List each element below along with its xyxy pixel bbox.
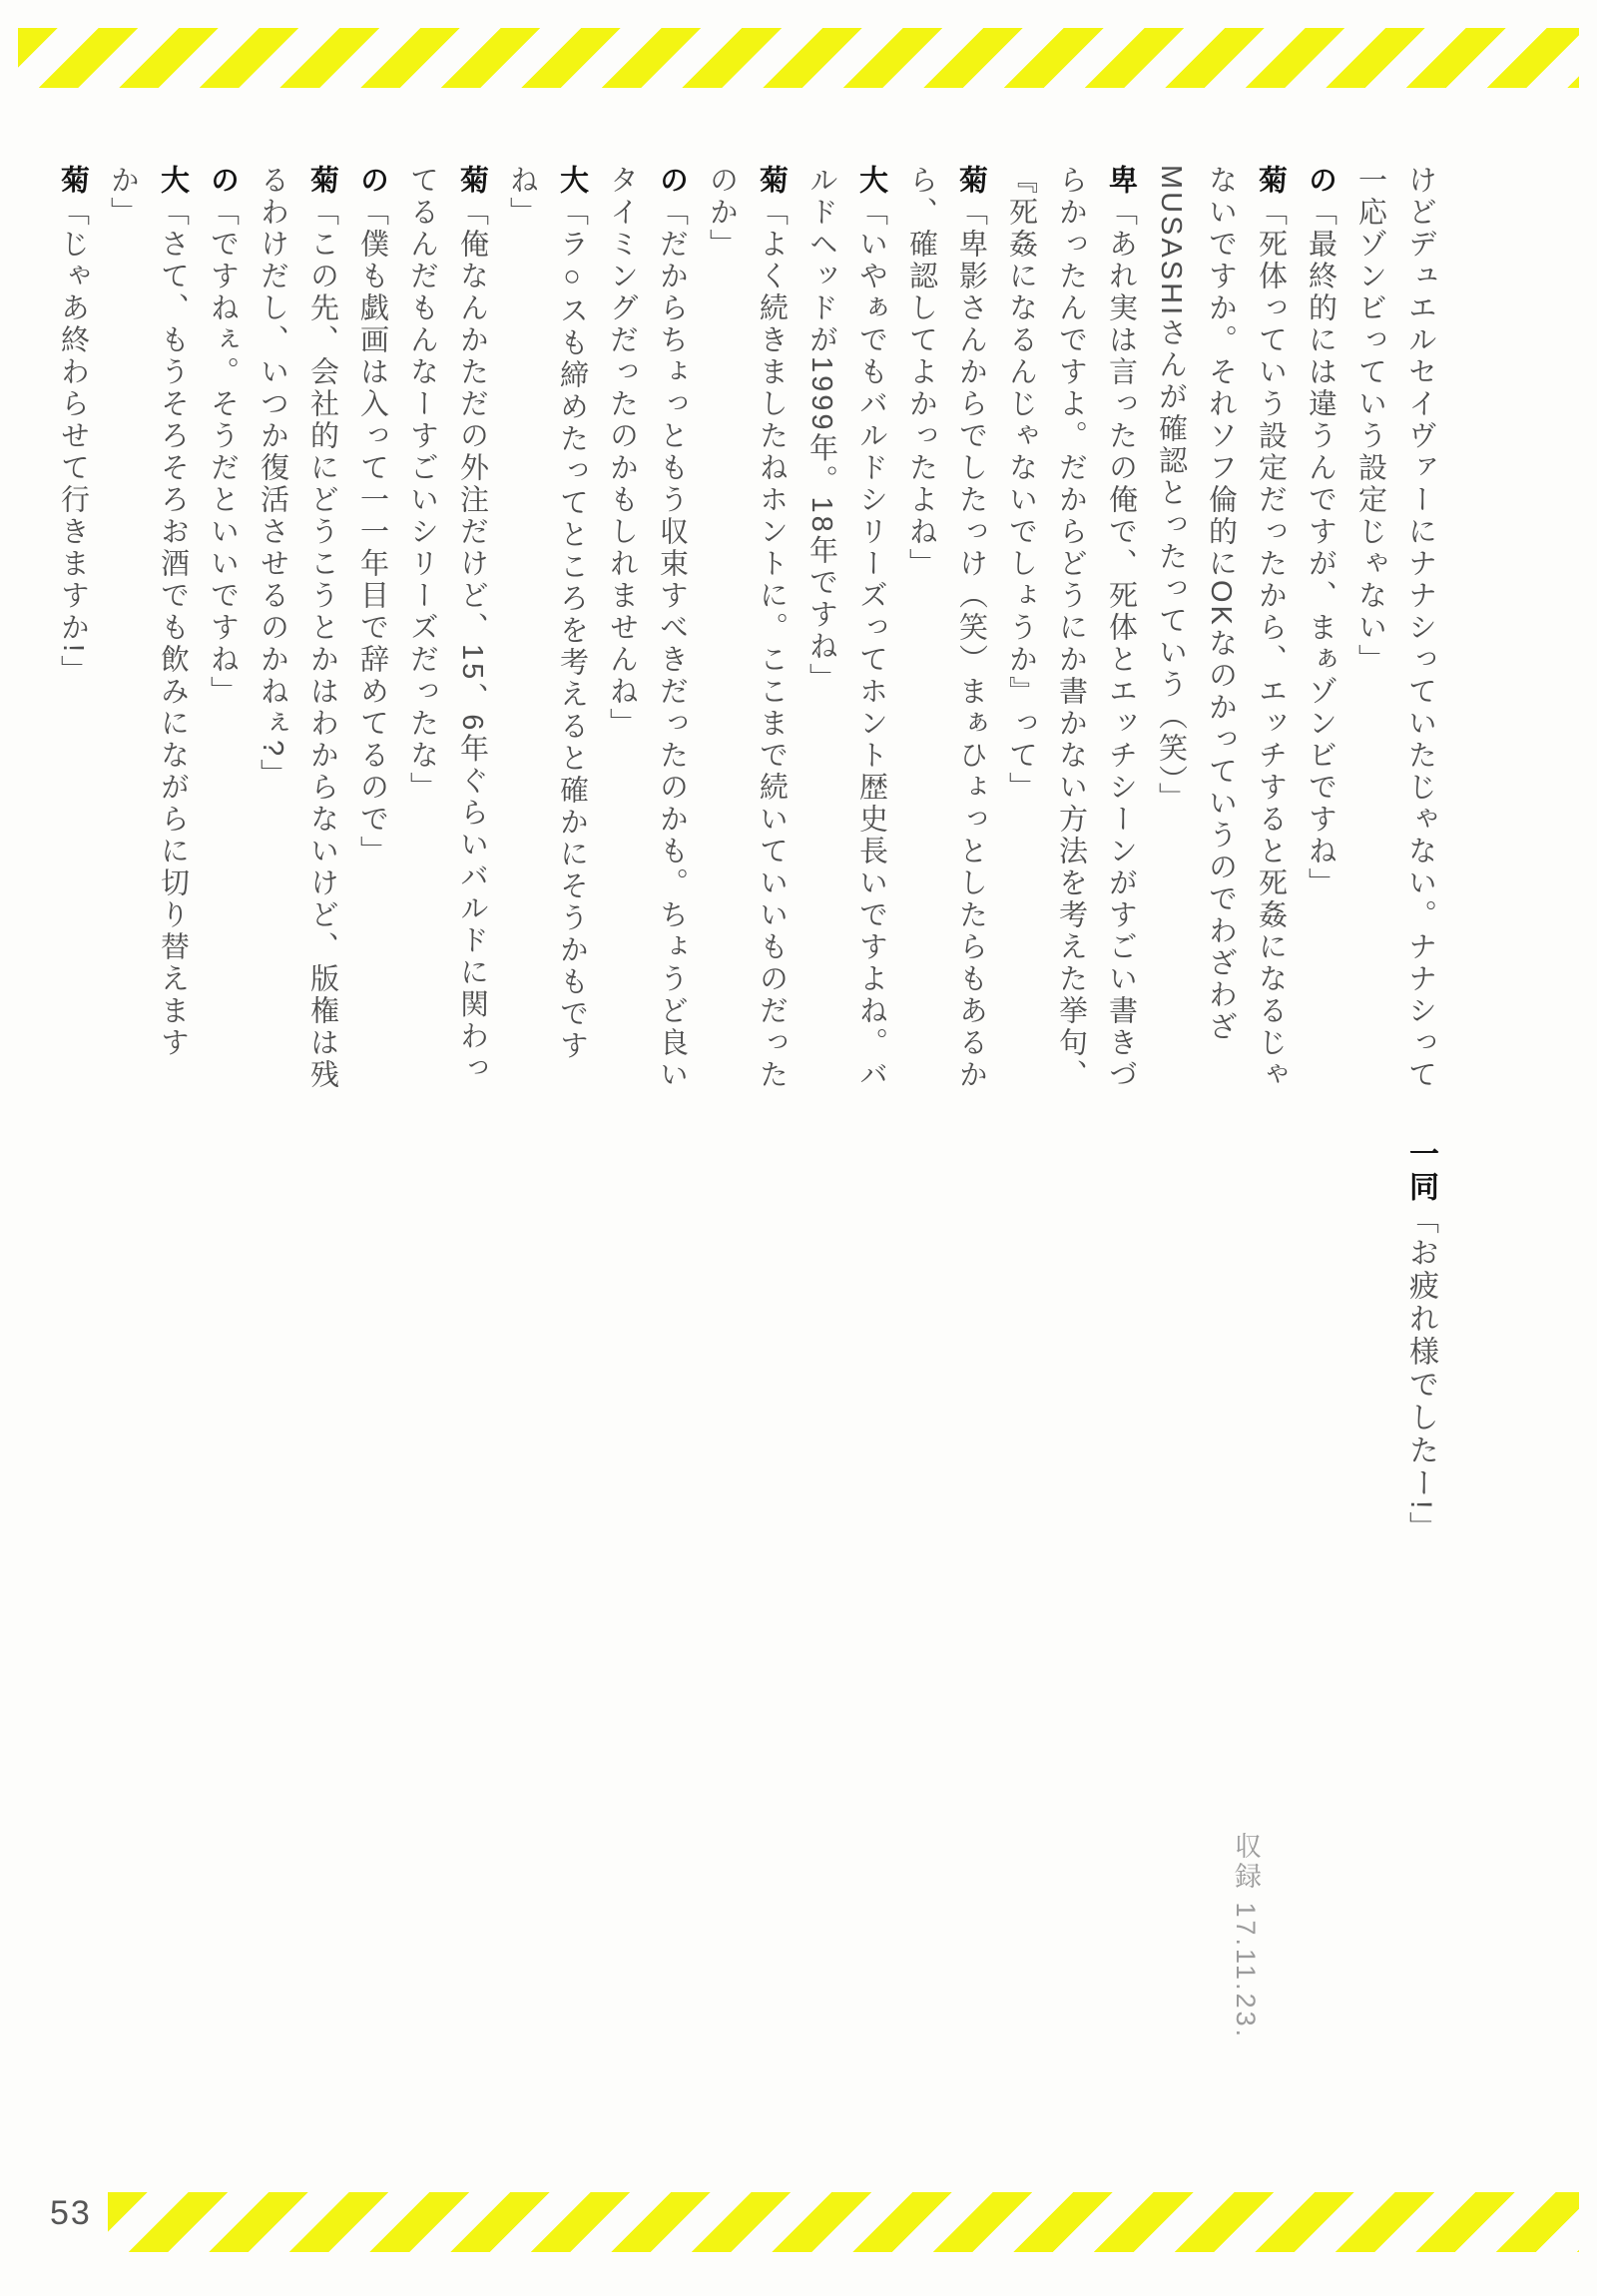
speaker-label: の [1305, 165, 1336, 197]
bottom-stripe-band [108, 2192, 1579, 2252]
speaker-label: 菊 [955, 165, 987, 197]
utterance [1296, 165, 1345, 1103]
speaker-label: の [656, 165, 688, 197]
utterance-text: 「いやぁでもバルドシリーズってホント歴史長いですよね。バルドヘッドが1999年。18年ですね」 [805, 165, 887, 1091]
closing-line [1395, 1138, 1445, 1544]
speaker-label: 菊 [1255, 165, 1287, 197]
page-number: 53 [50, 2194, 92, 2232]
utterance [1146, 165, 1296, 1103]
speaker-label: 卑 [1105, 165, 1137, 197]
recording-date: 収録 17.11.23. [1231, 1832, 1261, 2040]
speaker-label: 大 [556, 165, 588, 197]
speaker-label: の [207, 165, 239, 197]
utterance-text: 「俺なんかただの外注だけど、15、6年ぐらいバルドに関わってるんだもんなーすごいシリーズだったな」 [406, 165, 488, 1085]
utterance-text: 「最終的には違うんですが、まぁゾンビですね」 [1305, 197, 1336, 899]
dialogue-block [48, 165, 1445, 1103]
utterance [497, 165, 597, 1103]
speaker-label: 一同 [1404, 1138, 1437, 1204]
speaker-label: 菊 [306, 165, 338, 197]
utterance [347, 165, 397, 1103]
speaker-label: の [356, 165, 388, 197]
speaker-label: 大 [157, 165, 189, 197]
utterance [248, 165, 347, 1103]
top-stripe-band [18, 28, 1579, 88]
utterance-text: 「あれ実は言ったの俺で、死体とエッチシーンがすごい書きづらかったんですよ。だからどうにか書かない方法を考えた挙句、『死姦になるんじゃないでしょうか』って」 [1005, 165, 1137, 1091]
utterance-text: 「さて、もうそろそろお酒でも飲みにながらに切り替えますか」 [107, 165, 189, 1059]
utterance-text: けどデュエルセイヴァーにナナシっていたじゃない。ナナシって一応ゾンビっていう設定じゃない」 [1354, 165, 1436, 1091]
utterance [697, 165, 797, 1103]
speaker-label: 菊 [756, 165, 788, 197]
utterance [597, 165, 697, 1103]
utterance [1345, 165, 1445, 1103]
utterance [397, 165, 497, 1103]
utterance-text: 「じゃあ終わらせて行きますか!」 [57, 197, 89, 688]
utterance [98, 165, 198, 1103]
utterance [996, 165, 1146, 1103]
speaker-label: 菊 [456, 165, 488, 197]
utterance [797, 165, 896, 1103]
utterance-text: 「よく続きましたねホントに。ここまで続いていいものだったのか」 [706, 165, 788, 1091]
utterance-text: 「死体っていう設定だったから、エッチすると死姦になるじゃないですか。それソフ倫的にOKなのかっていうのでわざわざMUSASHIさんが確認とったっていう（笑）」 [1155, 165, 1287, 1091]
utterance [198, 165, 248, 1103]
utterance-text: 「だからちょっともう収束すべきだったのかも。ちょうど良いタイミングだったのかもしれませんね」 [606, 165, 688, 1091]
speaker-label: 菊 [57, 165, 89, 197]
utterance-text: 「ですねぇ。そうだといいですね」 [207, 197, 239, 708]
utterance-text: 「僕も戯画は入って一一年目で辞めてるので」 [356, 197, 388, 867]
utterance-text: 「この先、会社的にどうこうとかはわからないけど、版権は残るわけだし、いつか復活させるのかねぇ?」 [257, 165, 338, 1091]
utterance-text: 「ラ○スも締めたってところを考えると確かにそうかもですね」 [506, 165, 588, 1062]
utterance [48, 165, 98, 1103]
utterance [896, 165, 996, 1103]
utterance-text: 「卑影さんからでしたっけ（笑）まぁひょっとしたらもあるから、確認してよかったよね」 [905, 165, 987, 1091]
closing-text: 「お疲れ様でしたー!」 [1404, 1204, 1437, 1545]
speaker-label: 大 [855, 165, 887, 197]
